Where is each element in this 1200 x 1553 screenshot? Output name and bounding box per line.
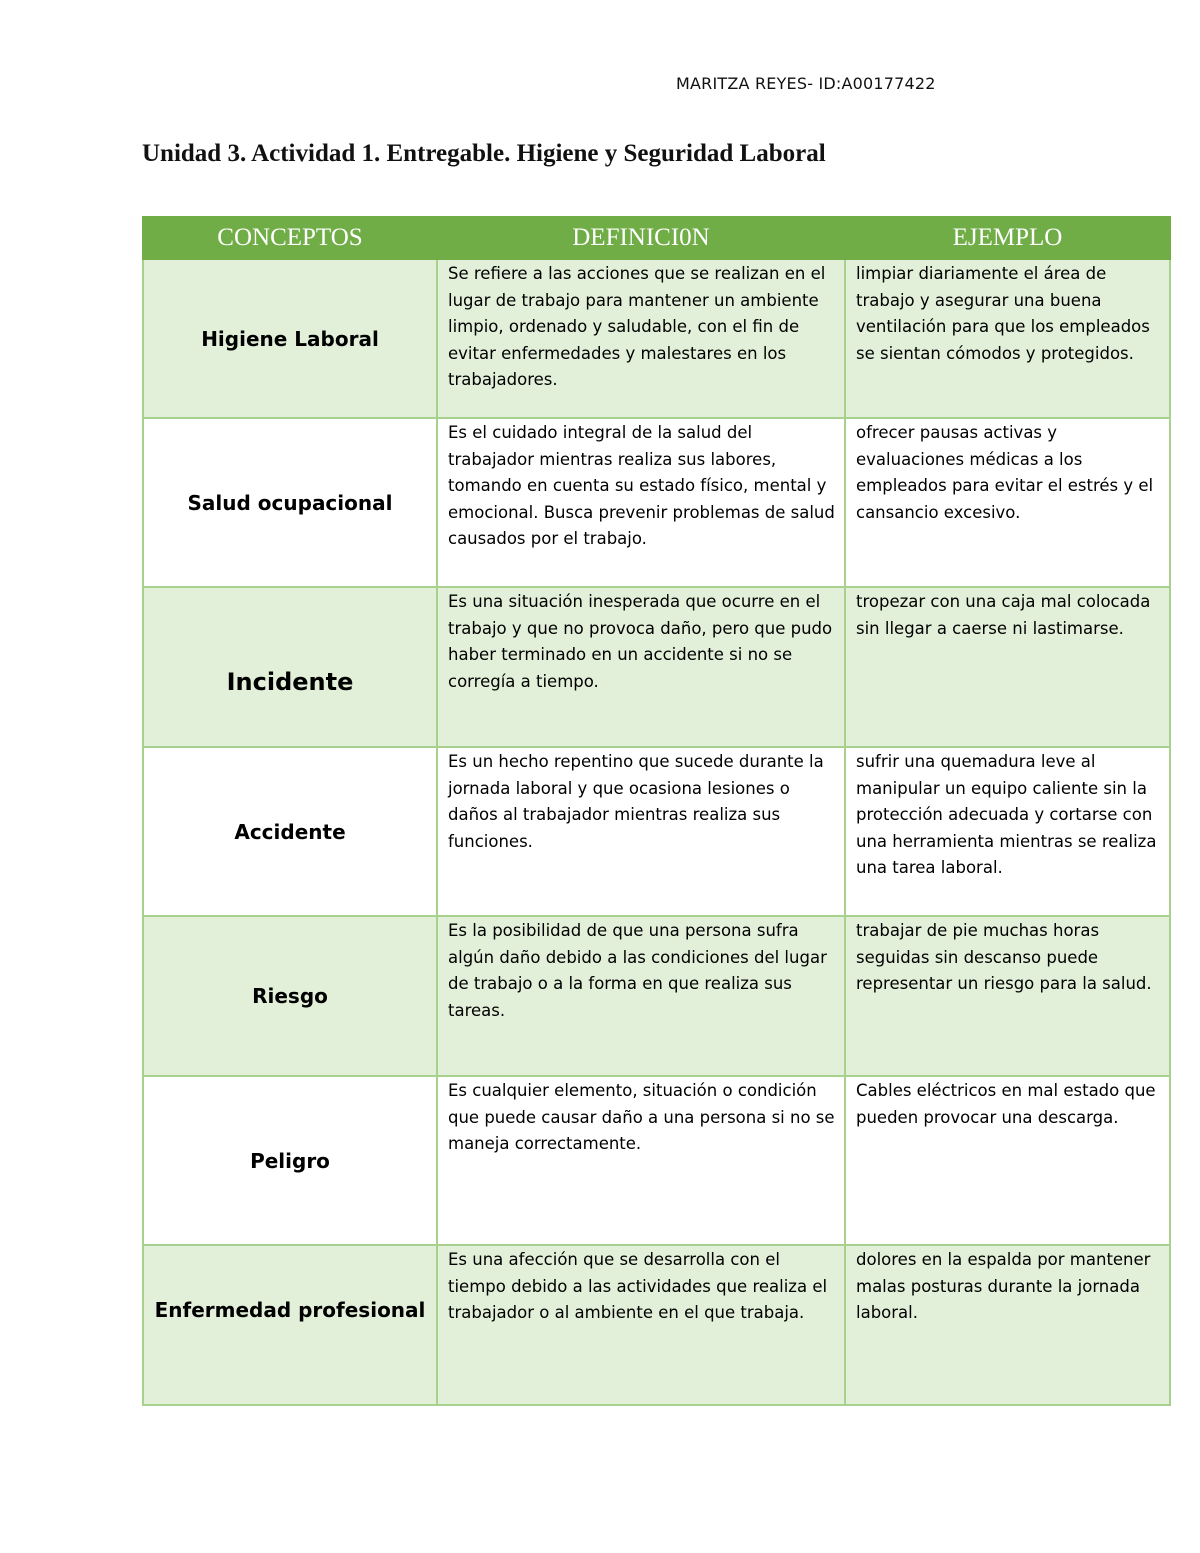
column-header-ejemplo: EJEMPLO <box>845 217 1170 259</box>
definition-cell: Es el cuidado integral de la salud del trabajador mientras realiza sus labores, tomando en cuenta su estado físico, mental y emocional. Busca prevenir problemas de salud causados por el trabajo. <box>437 418 845 587</box>
definition-cell: Es cualquier elemento, situación o condición que puede causar daño a una persona si no se maneja correctamente. <box>437 1076 845 1245</box>
column-header-conceptos: CONCEPTOS <box>143 217 437 259</box>
definition-cell: Es un hecho repentino que sucede durante la jornada laboral y que ocasiona lesiones o daños al trabajador mientras realiza sus funciones. <box>437 747 845 916</box>
example-cell: Cables eléctricos en mal estado que pueden provocar una descarga. <box>845 1076 1170 1245</box>
example-cell: sufrir una quemadura leve al manipular un equipo caliente sin la protección adecuada y cortarse con una herramienta mientras se realiza una tarea laboral. <box>845 747 1170 916</box>
definition-cell: Es una situación inesperada que ocurre en el trabajo y que no provoca daño, pero que pudo haber terminado en un accidente si no se corregía a tiempo. <box>437 587 845 747</box>
concept-cell: Enfermedad profesional <box>143 1245 437 1405</box>
table-row <box>143 259 1170 418</box>
concept-cell: Incidente <box>143 587 437 747</box>
definition-cell: Se refiere a las acciones que se realizan en el lugar de trabajo para mantener un ambiente limpio, ordenado y saludable, con el fin de evitar enfermedades y malestares en los trabajadores. <box>437 259 845 418</box>
table-row <box>143 1076 1170 1245</box>
author-header: MARITZA REYES- ID:A00177422 <box>676 74 936 93</box>
concept-cell: Peligro <box>143 1076 437 1245</box>
table-row <box>143 587 1170 747</box>
table-row <box>143 747 1170 916</box>
concepts-table <box>142 216 1171 1406</box>
table-row <box>143 1245 1170 1405</box>
table-header <box>143 217 1170 259</box>
concept-cell: Higiene Laboral <box>143 259 437 418</box>
concept-cell: Salud ocupacional <box>143 418 437 587</box>
definition-cell: Es una afección que se desarrolla con el tiempo debido a las actividades que realiza el trabajador o al ambiente en el que trabaja. <box>437 1245 845 1405</box>
example-cell: ofrecer pausas activas y evaluaciones médicas a los empleados para evitar el estrés y el cansancio excesivo. <box>845 418 1170 587</box>
table-row <box>143 916 1170 1076</box>
example-cell: limpiar diariamente el área de trabajo y asegurar una buena ventilación para que los empleados se sientan cómodos y protegidos. <box>845 259 1170 418</box>
column-header-definicion: DEFINICI0N <box>437 217 845 259</box>
concept-cell: Riesgo <box>143 916 437 1076</box>
concept-cell: Accidente <box>143 747 437 916</box>
table-row <box>143 418 1170 587</box>
example-cell: trabajar de pie muchas horas seguidas sin descanso puede representar un riesgo para la salud. <box>845 916 1170 1076</box>
definition-cell: Es la posibilidad de que una persona sufra algún daño debido a las condiciones del lugar de trabajo o a la forma en que realiza sus tareas. <box>437 916 845 1076</box>
document-title: Unidad 3. Actividad 1. Entregable. Higiene y Seguridad Laboral <box>142 140 826 167</box>
example-cell: tropezar con una caja mal colocada sin llegar a caerse ni lastimarse. <box>845 587 1170 747</box>
table-header-row <box>143 217 1170 259</box>
example-cell: dolores en la espalda por mantener malas posturas durante la jornada laboral. <box>845 1245 1170 1405</box>
